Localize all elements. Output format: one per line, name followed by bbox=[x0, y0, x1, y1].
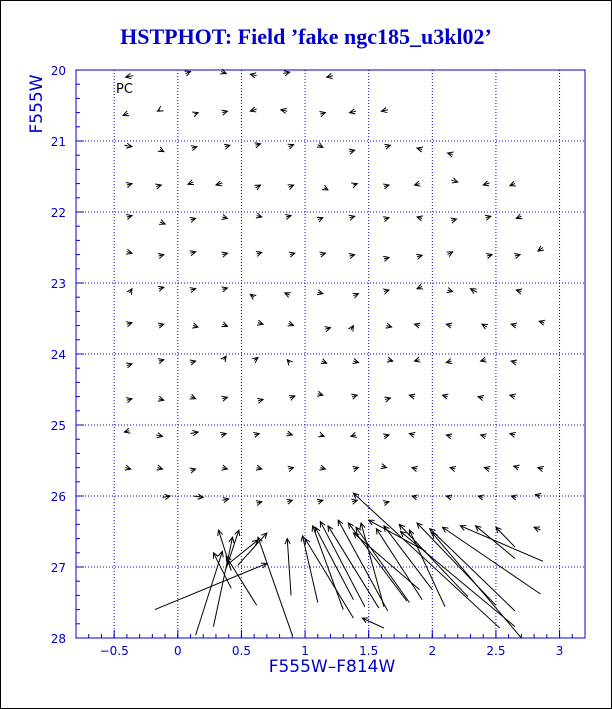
vector-arrow bbox=[414, 181, 420, 186]
vector-arrow bbox=[325, 327, 331, 332]
vector-arrow bbox=[126, 249, 132, 254]
vector-arrow bbox=[318, 432, 324, 437]
vector-arrow bbox=[226, 556, 257, 605]
vector-arrow bbox=[351, 183, 357, 188]
vector-arrow bbox=[383, 434, 389, 439]
vector-arrow bbox=[191, 146, 197, 151]
vector-arrow bbox=[446, 434, 452, 439]
vector-arrow bbox=[124, 428, 130, 433]
vector-arrow bbox=[414, 357, 420, 362]
vector-arrow bbox=[349, 215, 355, 220]
vector-arrow bbox=[384, 144, 390, 149]
vector-arrow bbox=[412, 495, 418, 500]
vector-arrow bbox=[158, 147, 164, 152]
vector-arrow bbox=[191, 431, 199, 436]
vector-arrow bbox=[221, 322, 227, 327]
y-axis-label: F555W bbox=[27, 74, 47, 134]
vector-arrow bbox=[257, 537, 292, 635]
vector-arrow bbox=[387, 357, 393, 362]
vector-arrow bbox=[538, 246, 544, 251]
vector-arrow bbox=[285, 293, 291, 298]
vector-arrow bbox=[447, 252, 453, 257]
vector-arrow bbox=[222, 396, 228, 401]
vector-arrow bbox=[353, 467, 359, 472]
vector-arrow bbox=[159, 220, 165, 225]
vector-arrow bbox=[417, 523, 496, 605]
vector-arrow bbox=[381, 107, 387, 112]
vector-arrow bbox=[417, 147, 423, 152]
vector-arrow bbox=[538, 467, 544, 472]
vector-arrow bbox=[288, 185, 294, 190]
y-tick-label: 24 bbox=[50, 348, 66, 362]
vector-arrow bbox=[158, 286, 164, 291]
vector-arrow bbox=[317, 290, 323, 295]
vector-arrow bbox=[351, 499, 357, 504]
vector-arrow bbox=[510, 181, 516, 186]
vector-arrow bbox=[383, 501, 389, 506]
y-tick-label: 25 bbox=[50, 419, 66, 433]
vector-arrow bbox=[353, 533, 419, 590]
vector-arrow bbox=[417, 284, 423, 289]
vector-arrow bbox=[400, 532, 515, 627]
vector-arrow bbox=[157, 465, 163, 470]
vector-arrow bbox=[511, 360, 517, 365]
vector-arrow bbox=[348, 326, 353, 332]
vector-arrow bbox=[126, 398, 132, 403]
vector-arrow bbox=[157, 106, 163, 111]
vector-arrow bbox=[317, 217, 323, 222]
vector-arrow bbox=[220, 432, 226, 437]
vector-arrow bbox=[163, 494, 171, 499]
vector-arrow bbox=[514, 465, 520, 470]
vector-arrow bbox=[416, 254, 422, 259]
axis-ticks bbox=[51, 64, 585, 658]
vector-arrow bbox=[478, 396, 484, 401]
vector-arrow bbox=[287, 360, 293, 366]
vector-arrow bbox=[188, 180, 194, 185]
vector-arrow bbox=[481, 434, 487, 439]
vector-arrow bbox=[221, 356, 226, 362]
vector-arrow bbox=[482, 324, 488, 329]
vector-arrow bbox=[190, 360, 196, 365]
vector-arrow bbox=[250, 294, 256, 299]
vector-arrow bbox=[256, 465, 262, 470]
vector-arrow bbox=[256, 251, 262, 256]
vector-arrow bbox=[351, 432, 357, 437]
vector-arrow bbox=[317, 499, 323, 504]
vector-arrow bbox=[222, 497, 228, 502]
vector-arrow bbox=[193, 494, 203, 499]
vector-arrow bbox=[253, 432, 259, 437]
vector-arrow bbox=[510, 432, 516, 437]
vector-arrow bbox=[252, 358, 258, 363]
vector-arrow bbox=[222, 252, 228, 257]
vector-arrow bbox=[286, 499, 292, 504]
vector-arrow bbox=[350, 109, 356, 114]
vector-arrow bbox=[383, 256, 389, 261]
vector-arrow bbox=[127, 289, 132, 295]
vector-arrow bbox=[442, 527, 540, 594]
vector-arrow bbox=[516, 289, 522, 294]
vector-arrow bbox=[192, 112, 198, 117]
vector-arrow bbox=[190, 394, 196, 399]
pc-annotation: PC bbox=[116, 82, 133, 97]
vector-arrow bbox=[255, 143, 261, 148]
x-tick-label: 0 bbox=[173, 644, 182, 658]
vector-arrow bbox=[213, 537, 234, 626]
x-tick-label: 3 bbox=[555, 644, 564, 658]
vector-arrow bbox=[286, 431, 292, 436]
vector-arrow bbox=[123, 111, 129, 116]
vector-arrow bbox=[126, 183, 132, 188]
x-tick-label: 1.5 bbox=[359, 644, 379, 658]
vector-arrow bbox=[190, 288, 196, 293]
y-tick-label: 23 bbox=[50, 277, 66, 291]
vector-arrow bbox=[496, 527, 515, 547]
vector-arrow bbox=[158, 254, 164, 259]
x-tick-label: 2.5 bbox=[486, 644, 506, 658]
vector-arrow bbox=[417, 216, 423, 221]
vector-arrow bbox=[349, 149, 355, 154]
vector-arrow bbox=[185, 71, 191, 76]
x-tick-label: 1 bbox=[301, 644, 309, 658]
vector-arrow bbox=[450, 467, 456, 472]
vector-arrow bbox=[288, 144, 294, 149]
vector-arrow bbox=[383, 184, 389, 189]
vector-arrow bbox=[362, 618, 384, 628]
vector-arrow bbox=[289, 252, 295, 257]
vector-arrow bbox=[222, 465, 228, 470]
y-tick-label: 28 bbox=[50, 632, 66, 646]
vector-arrow bbox=[511, 323, 517, 328]
vector-arrow bbox=[510, 394, 516, 399]
vector-arrow bbox=[446, 323, 452, 328]
vector-arrow bbox=[126, 214, 132, 219]
vector-arrow bbox=[216, 181, 222, 186]
vector-arrow bbox=[256, 213, 262, 218]
vector-arrow bbox=[222, 287, 228, 292]
vector-arrow bbox=[256, 501, 262, 506]
vector-arrow bbox=[447, 288, 453, 293]
vector-arrow bbox=[486, 254, 492, 259]
vector-arrow bbox=[222, 214, 228, 219]
vector-arrow bbox=[158, 359, 164, 364]
vector-arrow bbox=[257, 320, 263, 325]
vector-arrow bbox=[327, 73, 333, 78]
vector-arrow bbox=[381, 464, 387, 469]
vector-arrow bbox=[320, 465, 326, 470]
vector-arrow bbox=[250, 107, 256, 112]
vector-arrow bbox=[317, 391, 323, 396]
vector-arrow bbox=[516, 214, 522, 219]
y-tick-label: 27 bbox=[50, 561, 66, 575]
vector-arrow bbox=[289, 396, 295, 401]
vector-arrow bbox=[446, 359, 452, 364]
vector-arrow bbox=[485, 215, 491, 220]
vector-arrow bbox=[224, 144, 230, 149]
vector-arrow bbox=[285, 214, 291, 219]
vector-arrow bbox=[353, 359, 359, 364]
vector-arrow bbox=[320, 252, 326, 257]
x-tick-label: 0.5 bbox=[231, 644, 251, 658]
vector-arrow bbox=[511, 495, 517, 500]
vector-arrow bbox=[383, 217, 389, 222]
vector-arrow bbox=[442, 394, 448, 399]
vector-arrow bbox=[192, 323, 198, 328]
vector-arrow bbox=[124, 143, 132, 148]
vector-arrow bbox=[353, 293, 359, 298]
vector-arrow bbox=[353, 493, 499, 628]
vector-arrow bbox=[250, 73, 256, 78]
vector-arrow bbox=[328, 526, 379, 608]
vector-arrow bbox=[321, 359, 327, 364]
vector-arrow bbox=[126, 74, 134, 79]
vector-arrow bbox=[285, 539, 291, 596]
vector-arrow bbox=[257, 398, 263, 403]
vector-arrow bbox=[322, 185, 328, 190]
vector-arrow bbox=[514, 254, 520, 259]
vector-arrow bbox=[317, 142, 323, 147]
vector-arrow bbox=[155, 184, 161, 189]
vector-arrow bbox=[432, 533, 521, 638]
vector-arrow bbox=[409, 394, 415, 399]
x-tick-label: −0.5 bbox=[99, 644, 129, 658]
vector-arrow bbox=[483, 181, 489, 186]
vector-arrow bbox=[158, 323, 164, 328]
vector-arrow bbox=[126, 322, 132, 327]
vector-arrow bbox=[481, 357, 487, 362]
vector-arrow bbox=[288, 467, 294, 472]
vector-arrow bbox=[283, 71, 289, 76]
vector-arrow bbox=[409, 432, 415, 437]
vector-arrow bbox=[451, 218, 457, 223]
y-tick-label: 21 bbox=[50, 135, 66, 149]
vector-arrow bbox=[190, 251, 196, 256]
vector-arrow bbox=[255, 185, 261, 190]
vector-arrow bbox=[351, 394, 357, 399]
vector-arrow bbox=[384, 397, 390, 402]
vector-arrow bbox=[383, 289, 389, 294]
vector-arrow bbox=[158, 396, 164, 401]
x-tick-label: 2 bbox=[428, 644, 437, 658]
vector-arrow bbox=[386, 323, 392, 328]
vector-arrow bbox=[460, 526, 543, 562]
vector-arrow bbox=[470, 289, 476, 294]
vector-arrow bbox=[320, 112, 326, 117]
vector-arrow bbox=[190, 217, 196, 222]
vector-arrow bbox=[412, 467, 418, 472]
vector-arrow bbox=[156, 433, 162, 438]
vector-arrow bbox=[478, 495, 484, 500]
vector-arrow bbox=[125, 465, 131, 470]
vector-arrow bbox=[534, 527, 540, 532]
vector-arrow bbox=[222, 110, 228, 115]
vector-arrow bbox=[288, 321, 294, 326]
vector-arrow bbox=[414, 323, 420, 328]
vector-arrow bbox=[448, 152, 454, 157]
vector-arrow bbox=[539, 320, 545, 325]
vector-arrow bbox=[126, 363, 132, 368]
vector-arrow bbox=[349, 254, 355, 259]
y-tick-label: 26 bbox=[50, 490, 66, 504]
vector-arrow bbox=[484, 467, 490, 472]
y-tick-label: 22 bbox=[50, 206, 66, 220]
vector-arrow bbox=[451, 178, 457, 183]
vector-arrow bbox=[281, 108, 287, 113]
vector-arrow bbox=[190, 468, 196, 473]
y-tick-label: 20 bbox=[50, 64, 66, 78]
x-axis-label: F555W–F814W bbox=[268, 657, 396, 677]
chart-title: HSTPHOT: Field ’fake ngc185_u3kl02’ bbox=[120, 24, 492, 49]
vector-arrow bbox=[226, 530, 240, 568]
